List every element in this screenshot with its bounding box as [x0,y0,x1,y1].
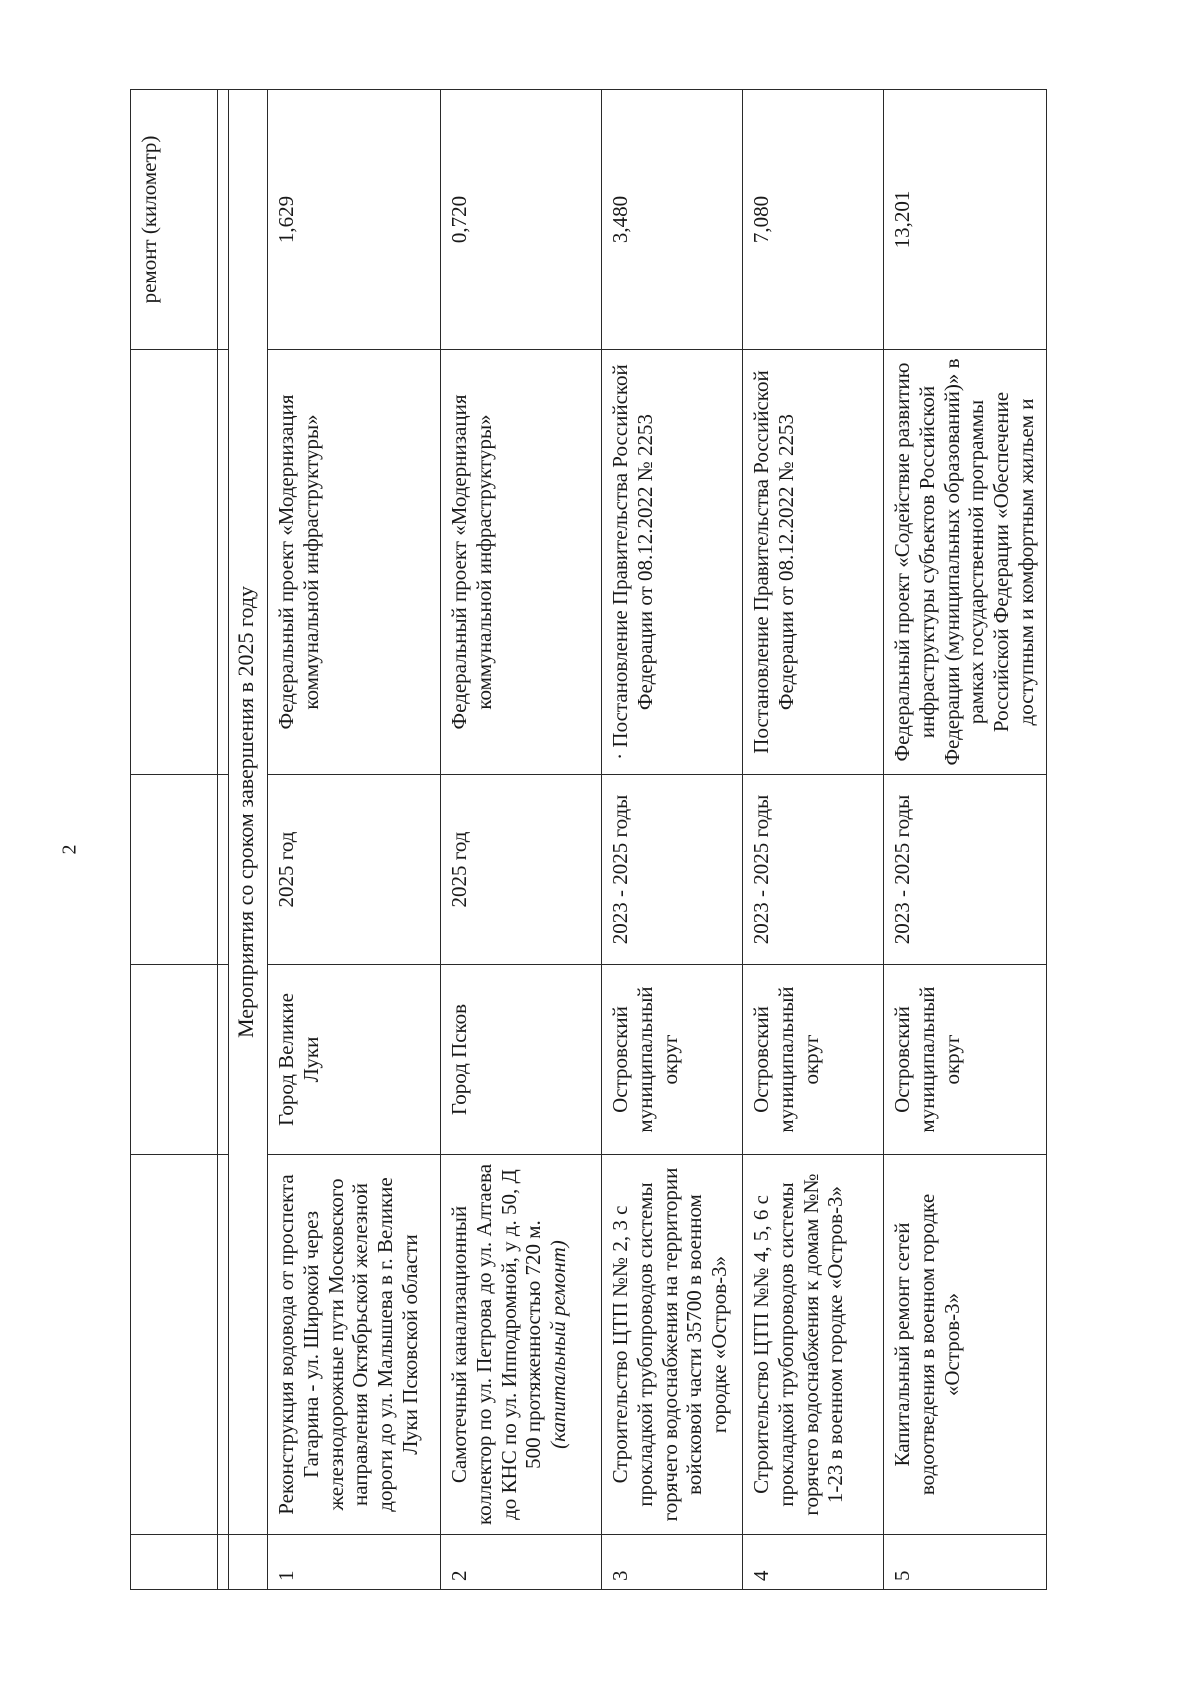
row-number: 4 [743,1535,884,1590]
section-num-cell [229,1535,268,1590]
funding-source: Постановление Правительства Российской Федерации от 08.12.2022 № 2253 [743,350,884,775]
event-name [884,1155,1047,1535]
location: Островский муниципальный округ [743,965,884,1155]
term: 2023 - 2025 годы [743,775,884,965]
table-gap-row [218,90,229,1590]
table-row [884,90,1047,1590]
row-number: 3 [602,1535,743,1590]
term: 2025 год [268,775,441,965]
events-table [130,89,1047,1590]
gap-cell [218,965,229,1155]
rotated-page-content [130,90,1080,1590]
event-name-text: Самотечный канализационный коллектор по ул. Петрова до ул. Алтаева до КНС по ул. Ипподромной, у д. 50, Д 500 протяженностью 720 м. [447,1163,546,1526]
header-km-label: ремонт (километр) [131,90,218,350]
event-name-text: Строительство ЦТП №№ 4, 5, 6 с прокладкой трубопроводов системы горячего водоснабжения к домам №№ 1-23 в военном городке «Остров-3» [749,1173,848,1516]
location: Островский муниципальный округ [884,965,1047,1155]
section-row [229,90,268,1590]
row-number: 1 [268,1535,441,1590]
funding-source: · Постановление Правительства Российской Федерации от 08.12.2022 № 2253 [602,350,743,775]
row-number: 2 [441,1535,602,1590]
table-row [743,90,884,1590]
length-km: 7,080 [743,90,884,350]
location: Город Великие Луки [268,965,441,1155]
term: 2025 год [441,775,602,965]
section-title: Мероприятия со сроком завершения в 2025 году [229,90,268,1535]
length-km: 0,720 [441,90,602,350]
header-cell [131,965,218,1155]
gap-cell [218,90,229,350]
header-cell [131,1155,218,1535]
length-km: 3,480 [602,90,743,350]
event-name-text: Строительство ЦТП №№ 2, 3 с прокладкой трубопроводов системы горячего водоснабжения на территории войсковой части 35700 в военном городке «Остров-3» [608,1167,732,1522]
table-header-row [131,90,218,1590]
event-name-note: (капитальный ремонт) [546,1240,571,1449]
event-name-text: Капитальный ремонт сетей водоотведения в военном городке «Остров-3» [890,1193,964,1496]
length-km: 13,201 [884,90,1047,350]
funding-source: Федеральный проект «Модернизация коммунальной инфраструктуры» [441,350,602,775]
row-number: 5 [884,1535,1047,1590]
event-name-text: Реконструкция водовода от проспекта Гагарина - ул. Широкой через железнодорожные пути Московского направления Октябрьской железной дороги до ул. Малышева в г. Великие Луки Псковской области [274,1174,422,1515]
table-row [602,90,743,1590]
location: Островский муниципальный округ [602,965,743,1155]
funding-source: Федеральный проект «Модернизация коммунальной инфраструктуры» [268,350,441,775]
event-name [441,1155,602,1535]
table-row [441,90,602,1590]
header-cell [131,1535,218,1590]
event-name [743,1155,884,1535]
gap-cell [218,350,229,775]
event-name [268,1155,441,1535]
length-km: 1,629 [268,90,441,350]
term: 2023 - 2025 годы [884,775,1047,965]
funding-source: Федеральный проект «Содействие развитию инфраструктуры субъектов Российской Федерации (муниципальных образований)» в рамках государственной программы Российской Федерации «Обеспечение доступным и комфортным жильем и [884,350,1047,775]
event-name [602,1155,743,1535]
page-number: 2 [58,844,81,855]
gap-cell [218,1155,229,1535]
table-row [268,90,441,1590]
header-cell [131,350,218,775]
gap-cell [218,1535,229,1590]
header-cell [131,775,218,965]
gap-cell [218,775,229,965]
location: Город Псков [441,965,602,1155]
term: 2023 - 2025 годы [602,775,743,965]
